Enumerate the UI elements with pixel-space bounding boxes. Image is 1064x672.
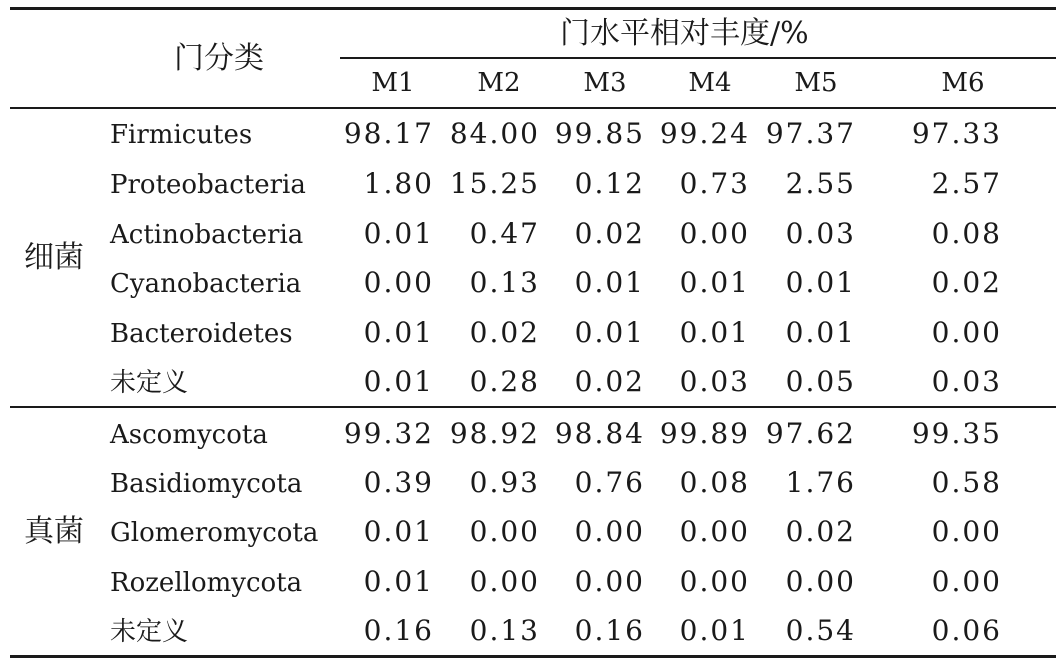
value-cell-m5: 1.76: [785, 466, 856, 499]
value-cell-m3: 0.00: [574, 515, 645, 548]
column-header-m6: M6: [941, 68, 985, 98]
value-cell-m5: 0.01: [785, 316, 856, 349]
value-cell-m2: 0.00: [469, 565, 540, 598]
phylum-header: 门分类: [174, 41, 264, 76]
value-cell-m2: 98.92: [449, 417, 540, 450]
value-cell-m3: 0.00: [574, 565, 645, 598]
value-cell-m5: 0.54: [785, 614, 856, 647]
value-cell-m4: 0.03: [679, 365, 750, 398]
taxon-label: Basidiomycota: [110, 469, 303, 499]
header-bottom-rule: [10, 107, 1056, 109]
taxon-label: 未定义: [110, 368, 189, 398]
value-cell-m5: 0.05: [785, 365, 856, 398]
taxon-label: Ascomycota: [110, 420, 268, 450]
value-cell-m2: 0.47: [469, 217, 540, 250]
value-cell-m4: 99.24: [659, 117, 750, 150]
value-cell-m5: 0.02: [785, 515, 856, 548]
taxon-label: Rozellomycota: [110, 568, 303, 598]
value-cell-m6: 0.00: [931, 316, 1002, 349]
value-cell-m5: 0.00: [785, 565, 856, 598]
value-cell-m6: 0.06: [931, 614, 1002, 647]
value-cell-m1: 0.16: [363, 614, 434, 647]
value-cell-m1: 1.80: [363, 167, 434, 200]
value-cell-m1: 0.01: [363, 316, 434, 349]
value-cell-m5: 0.01: [785, 266, 856, 299]
category-bacteria: 细菌: [24, 240, 84, 275]
value-cell-m5: 0.03: [785, 217, 856, 250]
taxon-label: Actinobacteria: [110, 220, 304, 250]
value-cell-m2: 84.00: [449, 117, 540, 150]
value-cell-m4: 0.01: [679, 316, 750, 349]
taxon-label: Proteobacteria: [110, 170, 306, 200]
value-cell-m1: 0.01: [363, 565, 434, 598]
value-cell-m6: 0.58: [931, 466, 1002, 499]
value-cell-m4: 0.01: [679, 614, 750, 647]
column-header-m1: M1: [371, 68, 415, 98]
value-cell-m1: 0.01: [363, 515, 434, 548]
column-header-m5: M5: [794, 68, 838, 98]
taxon-label: Bacteroidetes: [110, 319, 293, 349]
top-rule: [10, 7, 1056, 10]
taxon-label: 未定义: [110, 617, 189, 647]
column-header-m2: M2: [477, 68, 521, 98]
value-cell-m1: 0.01: [363, 365, 434, 398]
value-cell-m4: 0.73: [679, 167, 750, 200]
value-cell-m6: 0.08: [931, 217, 1002, 250]
value-cell-m3: 0.02: [574, 217, 645, 250]
value-cell-m3: 0.12: [574, 167, 645, 200]
value-cell-m1: 0.00: [363, 266, 434, 299]
value-cell-m6: 97.33: [911, 117, 1002, 150]
value-cell-m3: 0.76: [574, 466, 645, 499]
value-cell-m5: 97.62: [765, 417, 856, 450]
value-cell-m1: 0.01: [363, 217, 434, 250]
value-cell-m3: 0.01: [574, 266, 645, 299]
taxon-label: Glomeromycota: [110, 518, 319, 548]
column-header-m3: M3: [583, 68, 627, 98]
value-cell-m3: 0.01: [574, 316, 645, 349]
value-cell-m3: 0.16: [574, 614, 645, 647]
value-cell-m6: 0.03: [931, 365, 1002, 398]
group-divider-rule: [10, 406, 1056, 408]
value-cell-m1: 98.17: [343, 117, 434, 150]
value-cell-m4: 0.00: [679, 565, 750, 598]
value-cell-m6: 99.35: [911, 417, 1002, 450]
value-cell-m2: 0.13: [469, 614, 540, 647]
value-cell-m1: 0.39: [363, 466, 434, 499]
value-cell-m6: 0.00: [931, 515, 1002, 548]
value-cell-m2: 0.93: [469, 466, 540, 499]
taxon-label: Cyanobacteria: [110, 269, 302, 299]
value-cell-m2: 0.28: [469, 365, 540, 398]
value-cell-m2: 0.00: [469, 515, 540, 548]
value-cell-m5: 97.37: [765, 117, 856, 150]
abundance-header: 门水平相对丰度/%: [560, 16, 809, 51]
value-cell-m1: 99.32: [343, 417, 434, 450]
value-cell-m2: 0.13: [469, 266, 540, 299]
value-cell-m4: 99.89: [659, 417, 750, 450]
value-cell-m3: 99.85: [554, 117, 645, 150]
value-cell-m5: 2.55: [785, 167, 856, 200]
value-cell-m4: 0.00: [679, 217, 750, 250]
value-cell-m4: 0.01: [679, 266, 750, 299]
value-cell-m2: 15.25: [449, 167, 540, 200]
value-cell-m6: 2.57: [931, 167, 1002, 200]
taxon-label: Firmicutes: [110, 120, 253, 150]
value-cell-m4: 0.08: [679, 466, 750, 499]
value-cell-m3: 0.02: [574, 365, 645, 398]
value-cell-m4: 0.00: [679, 515, 750, 548]
value-cell-m6: 0.02: [931, 266, 1002, 299]
column-header-m4: M4: [688, 68, 732, 98]
value-cell-m6: 0.00: [931, 565, 1002, 598]
value-cell-m2: 0.02: [469, 316, 540, 349]
header-mid-rule: [340, 57, 1056, 59]
value-cell-m3: 98.84: [554, 417, 645, 450]
category-fungi: 真菌: [24, 514, 84, 549]
bottom-rule: [10, 655, 1056, 658]
